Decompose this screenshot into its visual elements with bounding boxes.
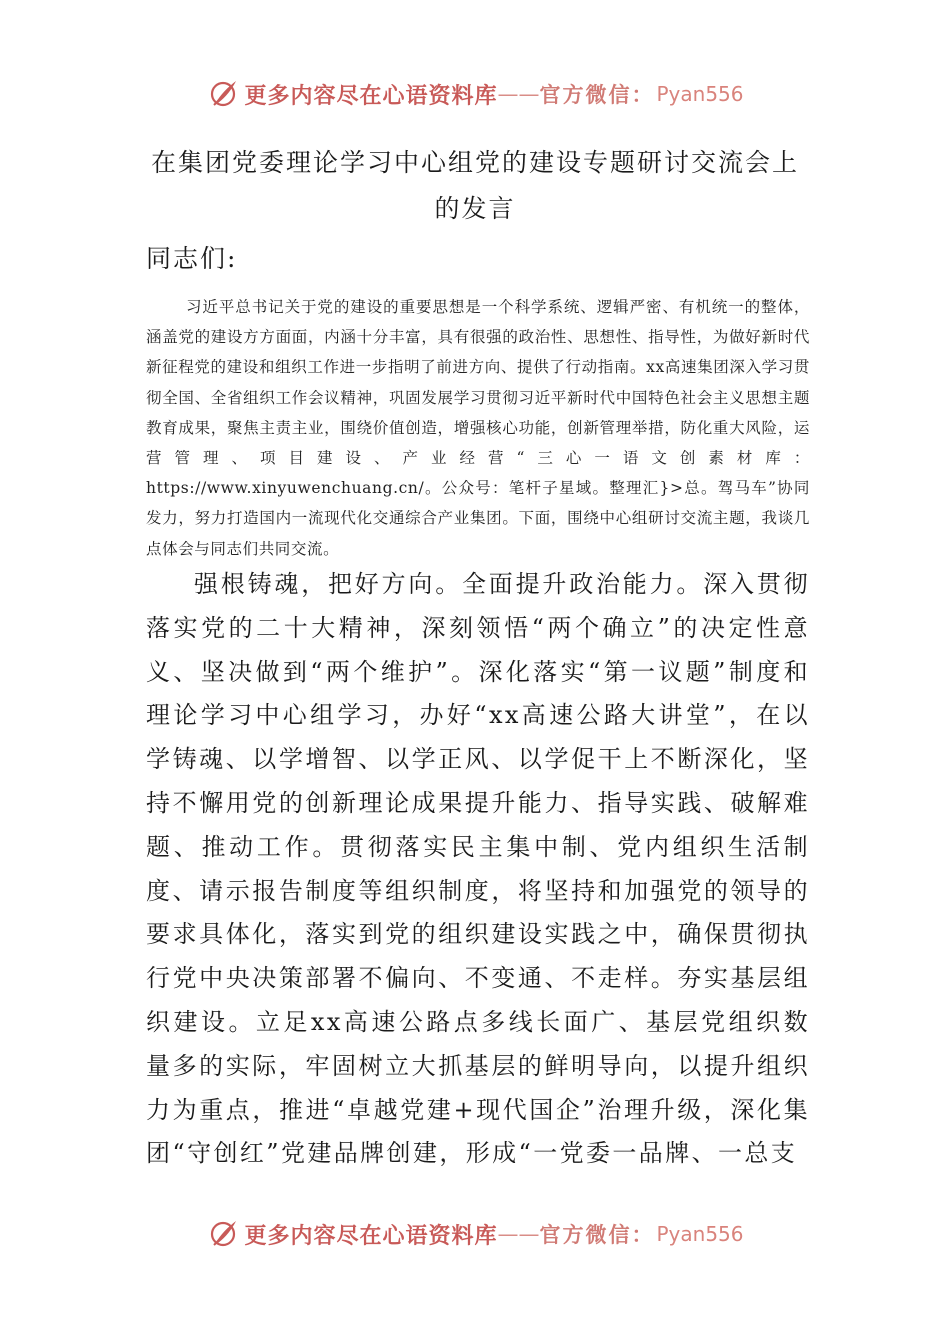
- body-paragraph: 强根铸魂，把好方向。全面提升政治能力。深入贯彻落实党的二十大精神，深刻领悟“两个确立”的决定性意义、坚决做到“两个维护”。深化落实“第一议题”制度和理论学习中心组学习，办好“xx高速公路大讲堂”，在以学铸魂、以学增智、以学正风、以学促干上不断深化，坚持不懈用党的创新理论成果提升能力、指导实践、破解难题、推动工作。贯彻落实民主集中制、党内组织生活制度、请示报告制度等组织制度，将坚持和加强党的领导的要求具体化，落实到党的组织建设实践之中，确保贯彻执行党中央决策部署不偏向、不变通、不走样。夯实基层组织建设。立足xx高速公路点多线长面广、基层党组织数量多的实际，牢固树立大抓基层的鲜明导向，以提升组织力为重点，推进“卓越党建+现代国企”治理升级，深化集团“守创红”党建品牌创建，形成“一党委一品牌、一总支: [146, 570, 810, 1168]
- quill-logo-icon: [206, 1217, 240, 1251]
- banner-wechat-id: Pyan556: [656, 82, 744, 106]
- salutation: 同志们:: [146, 244, 238, 273]
- banner-separator: ——: [497, 82, 540, 106]
- header-banner: [0, 72, 950, 116]
- banner-wechat-label: 官方微信：: [539, 82, 655, 107]
- footer-banner: [0, 1212, 950, 1256]
- banner-main-text: 更多内容尽在心语资料库: [244, 1222, 498, 1249]
- banner-wechat-label: 官方微信：: [539, 1222, 655, 1247]
- banner-main-text: 更多内容尽在心语资料库: [244, 82, 498, 109]
- quill-logo-icon: [206, 77, 240, 111]
- intro-paragraph: 习近平总书记关于党的建设的重要思想是一个科学系统、逻辑严密、有机统一的整体，涵盖党的建设方方面面，内涵十分丰富，具有很强的政治性、思想性、指导性，为做好新时代新征程党的建设和组织工作进一步指明了前进方向、提供了行动指南。xx高速集团深入学习贯彻全国、全省组织工作会议精神，巩固发展学习贯彻习近平新时代中国特色社会主义思想主题教育成果，聚焦主责主业，围绕价值创造，增强核心功能，创新管理举措，防化重大风险，运营管理、项目建设、产业经营“三心一语文创素材库：https://www.xinyuwenchuang.cn/。公众号：笔杆子星域。整理汇}>总。驾马车”协同发力，努力打造国内一流现代化交通综合产业集团。下面，围绕中心组研讨交流主题，我谈几点体会与同志们共同交流。: [146, 298, 810, 558]
- document-title: 在集团党委理论学习中心组党的建设专题研讨交流会上的发言: [150, 148, 799, 223]
- banner-wechat-id: Pyan556: [656, 1222, 744, 1246]
- banner-separator: ——: [497, 1222, 540, 1246]
